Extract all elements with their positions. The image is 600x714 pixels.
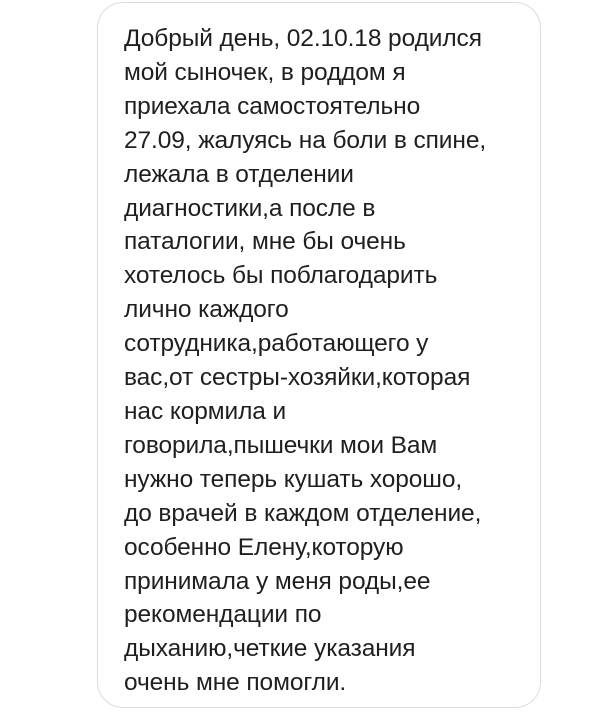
message-line: 27.09, жалуясь на боли в спине,	[124, 126, 487, 154]
message-line: рекомендации по	[124, 601, 322, 629]
message-bubble[interactable]	[97, 2, 541, 708]
message-line: Добрый день, 02.10.18 родился	[124, 25, 482, 52]
message-line: диагностики,а после в	[124, 194, 376, 222]
message-line: мой сыночек, в роддом я	[124, 58, 406, 86]
message-line: приехала самостоятельно	[124, 92, 421, 120]
message-line: особенно Елену,которую	[124, 533, 404, 561]
message-line: говорила,пышечки мои Вам	[124, 431, 438, 459]
message-line: лежала в отделении	[124, 160, 354, 188]
message-line: нас кормила и	[124, 397, 287, 425]
message-line: нужно теперь кушать хорошо,	[124, 465, 463, 493]
message-line: хотелось бы поблагодарить	[124, 262, 438, 290]
message-text	[124, 22, 486, 700]
message-line: очень мне помогли.	[124, 669, 347, 697]
message-line: лично каждого	[124, 296, 289, 324]
message-line: паталогии, мне бы очень	[124, 228, 406, 256]
message-line: вас,от сестры-хозяйки,которая	[124, 364, 471, 392]
message-line: до врачей в каждом отделение,	[124, 499, 482, 527]
message-line: сотрудника,работающего у	[124, 330, 429, 358]
message-line: дыханию,четкие указания	[124, 635, 416, 663]
message-line: принимала у меня роды,ее	[124, 567, 431, 595]
